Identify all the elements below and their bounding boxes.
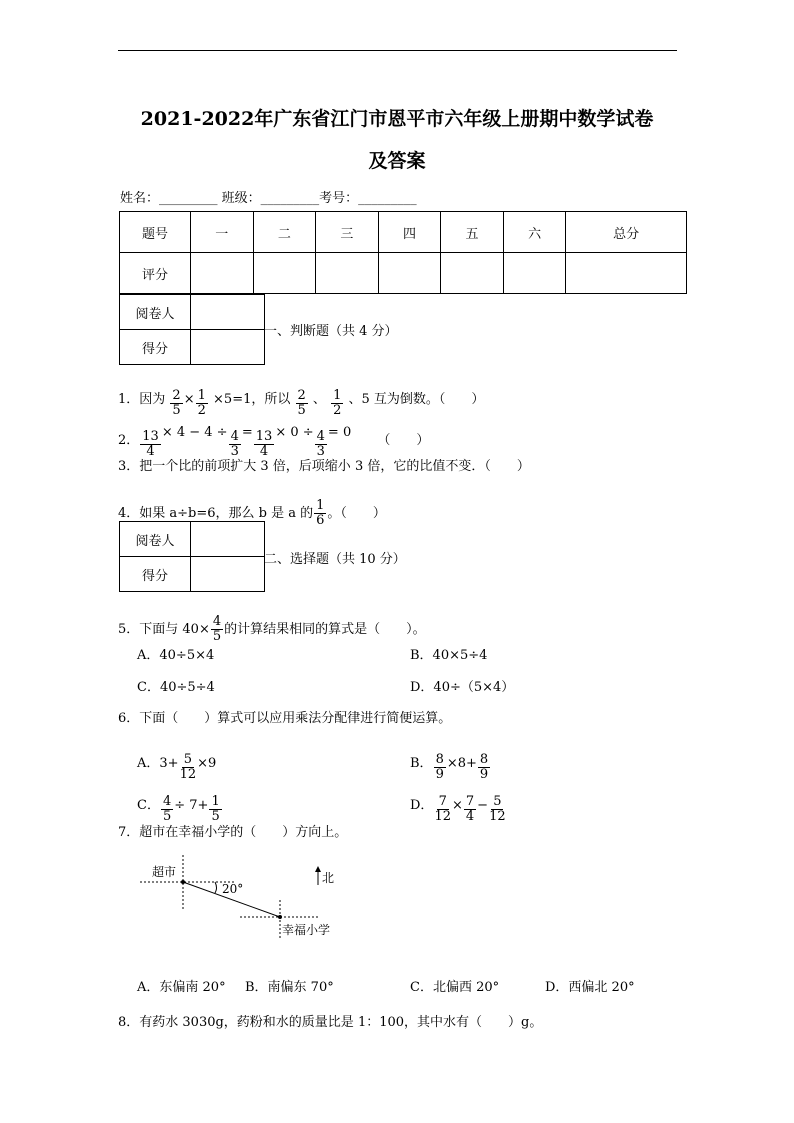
- row-label: 评分: [120, 253, 191, 294]
- numerator: 4: [212, 614, 222, 629]
- score-cell: [566, 253, 687, 294]
- denominator: 5: [297, 402, 306, 418]
- text: 、5 互为倒数。（ ）: [348, 392, 485, 407]
- reader-cell: [191, 522, 265, 557]
- numerator: 2: [297, 388, 306, 403]
- student-info: 姓名：_________ 班级：_________考号：_________: [120, 191, 417, 206]
- score-cell: [378, 253, 441, 294]
- numerator: 1: [316, 498, 325, 513]
- denominator: 5: [212, 628, 222, 644]
- score-label: 得分: [120, 557, 191, 592]
- denominator: 3: [316, 443, 325, 459]
- text: ×5=1，所以: [213, 392, 291, 407]
- question-8: 8．有药水 3030g，药粉和水的质量比是 1：100，其中水有（ ）g。: [118, 1015, 543, 1030]
- answer-blank: （ ）: [377, 433, 430, 448]
- text: C．: [137, 798, 160, 813]
- text: =: [241, 425, 253, 440]
- numerator: 5: [183, 752, 192, 767]
- score-cell: [441, 253, 504, 294]
- denominator: 4: [146, 443, 155, 459]
- numerator: 2: [172, 388, 181, 403]
- option-c[interactable]: C．40÷5÷4: [137, 680, 215, 695]
- denominator: 4: [465, 808, 475, 824]
- score-cell: [503, 253, 566, 294]
- fraction: [489, 795, 506, 823]
- option-a[interactable]: A．东偏南 20°: [137, 980, 226, 995]
- denominator: 12: [489, 808, 506, 824]
- fraction: [296, 389, 308, 417]
- fraction: [170, 389, 182, 417]
- header-cell: 六: [503, 212, 566, 253]
- text: ×8+: [446, 756, 477, 771]
- numerator: 13: [142, 429, 159, 444]
- text: 的计算结果相同的算式是（ ）。: [224, 622, 426, 637]
- score-cell: [191, 330, 265, 365]
- text: 2．: [118, 433, 140, 448]
- fraction: [434, 795, 451, 823]
- header-cell: 五: [441, 212, 504, 253]
- denominator: 6: [316, 512, 325, 528]
- direction-diagram: [140, 855, 360, 940]
- question-3: 3．把一个比的前项扩大 3 倍，后项缩小 3 倍，它的比值不变．（ ）: [118, 459, 530, 474]
- reader-label: 阅卷人: [120, 295, 191, 330]
- reader-label: 阅卷人: [120, 522, 191, 557]
- text: D．: [410, 798, 434, 813]
- school-label: 幸福小学: [282, 923, 331, 937]
- option-c[interactable]: C．北偏西 20°: [410, 980, 500, 995]
- question-7: 7．超市在幸福小学的（ ）方向上。: [118, 825, 348, 840]
- section-heading: 一、判断题（共 4 分）: [264, 324, 398, 339]
- numerator: 4: [230, 429, 239, 444]
- denominator: 9: [435, 766, 444, 782]
- numerator: 1: [197, 388, 206, 403]
- market-label: 超市: [152, 865, 177, 879]
- option-d[interactable]: D．40÷（5×4）: [410, 680, 515, 695]
- text: ÷ 7+: [174, 798, 209, 813]
- denominator: 5: [162, 808, 172, 824]
- text: ×9: [197, 756, 217, 771]
- text: 4．如果 a÷b=6，那么 b 是 a 的: [118, 506, 314, 521]
- denominator: 9: [479, 766, 489, 782]
- north-label: 北: [322, 871, 335, 885]
- denominator: 5: [172, 402, 181, 418]
- fraction: [464, 795, 476, 823]
- denominator: 12: [434, 808, 451, 824]
- question-1: [118, 388, 484, 425]
- text: ×: [451, 798, 463, 813]
- numerator: 13: [255, 429, 273, 444]
- numerator: 1: [333, 388, 342, 403]
- text: A．3+: [137, 756, 179, 771]
- numerator: 5: [493, 794, 502, 809]
- fraction: [314, 499, 326, 527]
- option-b[interactable]: B．南偏东 70°: [245, 980, 334, 995]
- text: 。（ ）: [327, 506, 386, 521]
- score-table: [119, 211, 687, 294]
- score-cell: [191, 557, 265, 592]
- fraction: [331, 389, 343, 417]
- score-cell: [253, 253, 316, 294]
- grader-table-2: [119, 521, 265, 592]
- denominator: 2: [333, 402, 342, 418]
- option-a[interactable]: A．40÷5×4: [137, 648, 215, 663]
- denominator: 5: [211, 808, 220, 824]
- option-d[interactable]: [410, 794, 507, 831]
- reader-cell: [191, 295, 265, 330]
- option-b[interactable]: [410, 752, 491, 789]
- page-title-line2: 及答案: [368, 150, 426, 172]
- text: 5．下面与 40×: [118, 622, 210, 637]
- score-cell: [191, 253, 254, 294]
- text: × 4 − 4 ÷: [161, 425, 228, 440]
- fraction: [180, 753, 197, 781]
- fraction: [211, 615, 223, 643]
- page-title: 2021-2022年广东省江门市恩平市六年级上册期中数学试卷: [140, 108, 654, 130]
- option-d[interactable]: D．西偏北 20°: [545, 980, 635, 995]
- text: × 0 ÷: [275, 425, 314, 440]
- question-6: 6．下面（ ）算式可以应用乘法分配律进行简便运算。: [118, 711, 452, 726]
- text: 1．因为: [118, 392, 166, 407]
- denominator: 12: [179, 766, 197, 782]
- text: ×: [183, 392, 195, 407]
- text: −: [477, 798, 489, 813]
- header-cell: 一: [191, 212, 254, 253]
- numerator: 1: [211, 794, 220, 809]
- header-cell: 总分: [566, 212, 687, 253]
- header-cell: 四: [378, 212, 441, 253]
- header-cell: 三: [316, 212, 379, 253]
- fraction: [161, 795, 173, 823]
- denominator: 3: [230, 443, 239, 459]
- angle-label: 20°: [222, 882, 244, 896]
- option-a[interactable]: [137, 752, 216, 789]
- fraction: [478, 753, 490, 781]
- score-cell: [316, 253, 379, 294]
- header-cell: 题号: [120, 212, 191, 253]
- option-b[interactable]: B．40×5÷4: [410, 648, 488, 663]
- numerator: 7: [438, 794, 447, 809]
- grader-table-1: [119, 294, 265, 365]
- fraction: [196, 389, 208, 417]
- denominator: 2: [197, 402, 206, 418]
- numerator: 4: [162, 794, 172, 809]
- header-cell: 二: [253, 212, 316, 253]
- fraction: [434, 753, 446, 781]
- text: 、: [312, 392, 326, 407]
- numerator: 4: [316, 429, 325, 444]
- fraction: [209, 795, 221, 823]
- header-rule: [118, 50, 677, 51]
- numerator: 7: [465, 794, 475, 809]
- numerator: 8: [435, 752, 444, 767]
- score-label: 得分: [120, 330, 191, 365]
- denominator: 4: [259, 443, 269, 459]
- text: = 0: [327, 425, 352, 440]
- numerator: 8: [479, 752, 489, 767]
- section-heading: 二、选择题（共 10 分）: [264, 552, 406, 567]
- text: B．: [410, 756, 433, 771]
